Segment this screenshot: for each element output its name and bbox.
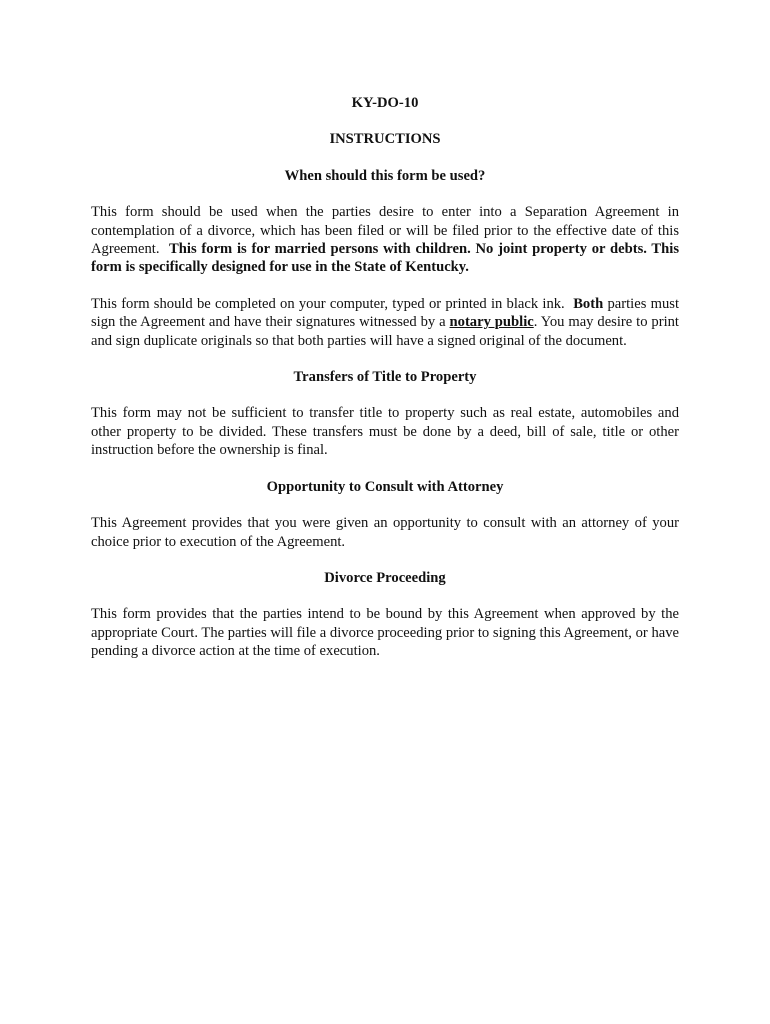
section-heading-attorney: Opportunity to Consult with Attorney <box>266 478 504 495</box>
section-heading-transfers: Transfers of Title to Property <box>293 369 477 386</box>
paragraph-completion-bold: Both <box>573 295 604 312</box>
paragraph-attorney: This Agreement provides that you were given an opportunity to consult with an attorney of your choice prior to execution of the Agreement. <box>91 515 679 550</box>
paragraph-completion-text-b: parties must sign the Agreement and have their signatures witnessed by a <box>91 295 679 331</box>
paragraph-completion-text-c: . You may desire to print and sign duplicate originals so that both parties will have a signed original of the document. <box>91 314 679 349</box>
section-heading-when-used: When should this form be used? <box>284 167 486 184</box>
section-heading-divorce: Divorce Proceeding <box>324 569 446 586</box>
notary-public-link: notary public <box>449 314 534 331</box>
paragraph-completion <box>91 295 679 350</box>
paragraph-when-used-text: This form should be used when the parties desire to enter into a Separation Agreement in contemplation of a divorce, which has been filed or will be filed prior to the effective date of this Agreement. <box>91 204 679 258</box>
paragraph-divorce: This form provides that the parties intend to be bound by this Agreement when approved by the appropriate Court. The parties will file a divorce proceeding prior to signing this Agreement, or have pending a divorce action at the time of execution. <box>91 606 679 660</box>
paragraph-completion-text-a: This form should be completed on your computer, typed or printed in black ink. <box>91 295 565 312</box>
form-id: KY-DO-10 <box>351 95 419 111</box>
document-page <box>91 94 679 679</box>
paragraph-when-used <box>91 203 679 277</box>
instructions-title: INSTRUCTIONS <box>329 131 441 148</box>
paragraph-transfers: This form may not be sufficient to transfer title to property such as real estate, automobiles and other property to be divided. These transfers must be done by a deed, bill of sale, title or other instruction before the ownership is final. <box>91 405 679 459</box>
paragraph-when-used-bold: This form is for married persons with children. No joint property or debts. This form is specifically designed for use in the State of Kentucky. <box>91 241 680 276</box>
